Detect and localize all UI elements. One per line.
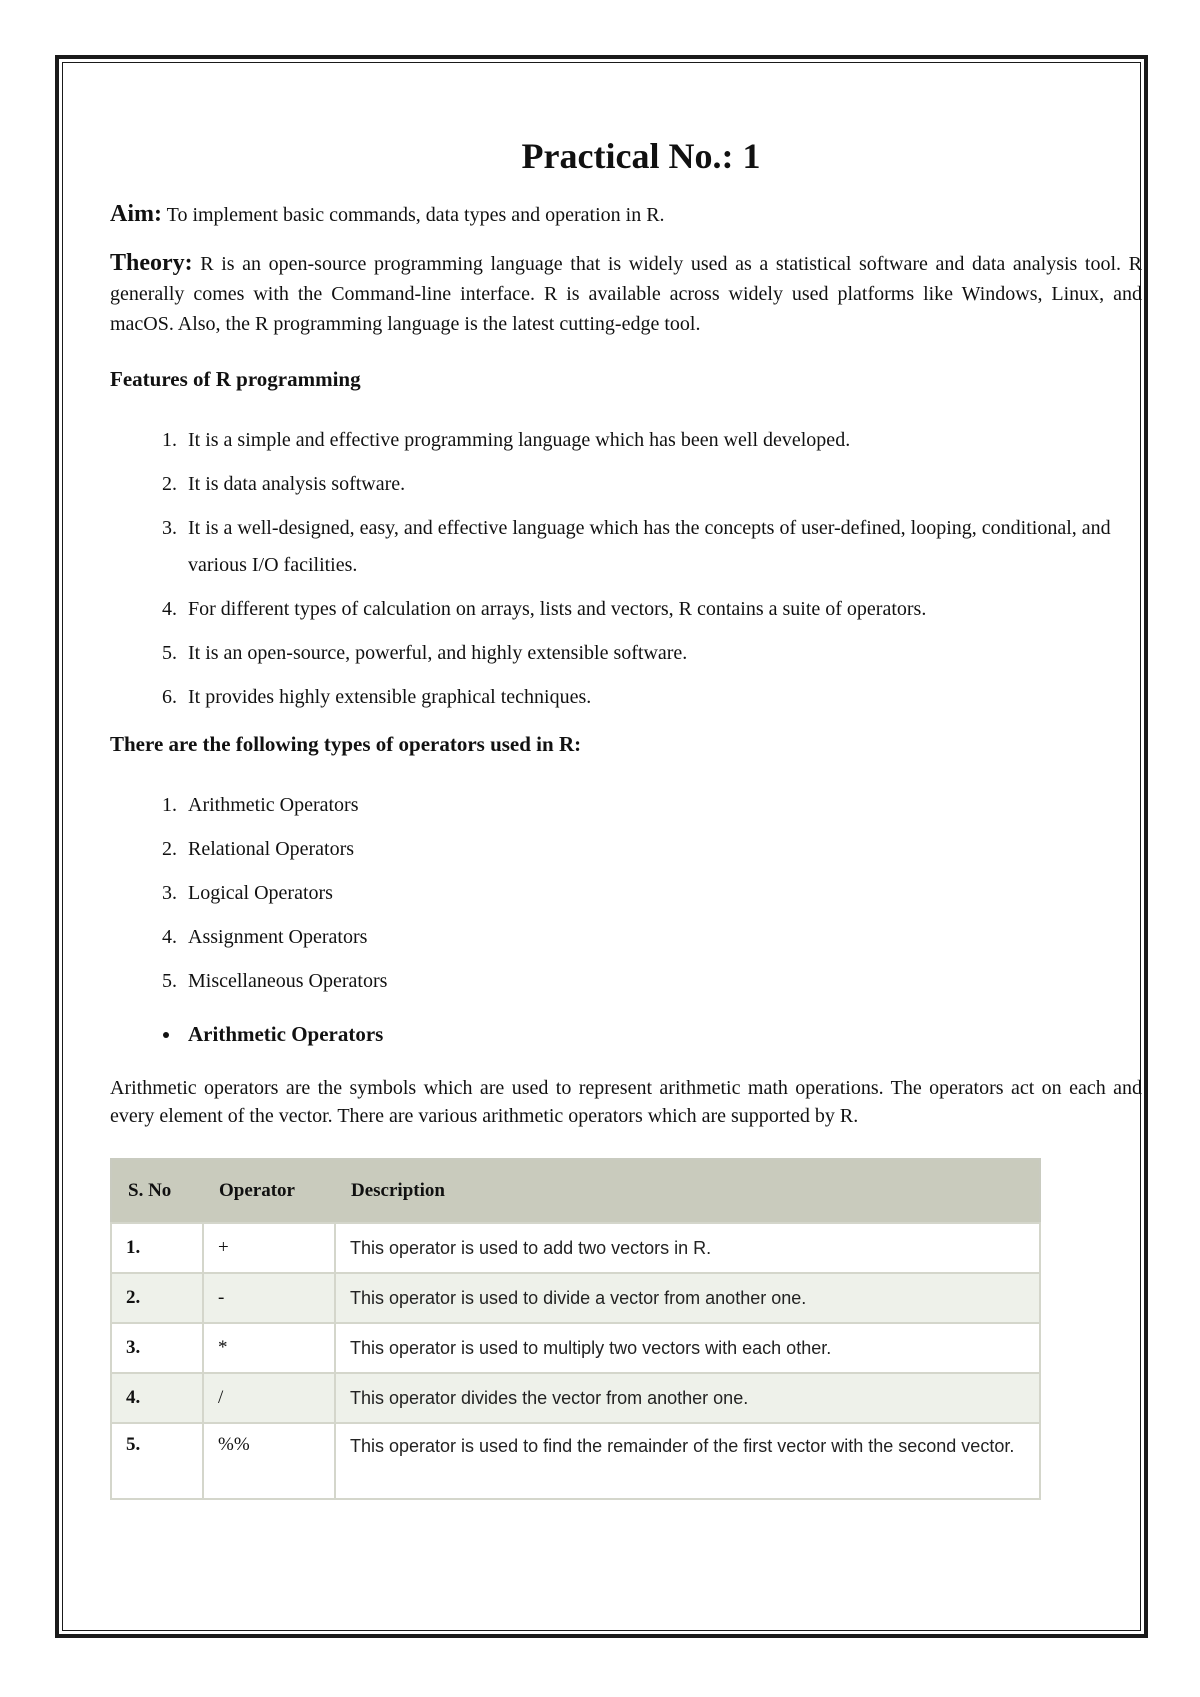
cell-operator: / xyxy=(203,1373,335,1423)
features-list xyxy=(110,422,1142,716)
page-title: Practical No.: 1 xyxy=(521,136,761,176)
theory-paragraph xyxy=(110,248,1142,339)
list-item: 6. It provides highly extensible graphical techniques. xyxy=(182,679,1142,716)
cell-sno: 5. xyxy=(111,1423,203,1499)
table-header-row xyxy=(111,1159,1040,1223)
list-item: 4. For different types of calculation on arrays, lists and vectors, R contains a suite of operators. xyxy=(182,591,1142,628)
operators-list xyxy=(110,787,1142,1000)
list-item: 2. Relational Operators xyxy=(182,831,1142,868)
header-sno: S. No xyxy=(111,1159,203,1223)
cell-description: This operator is used to find the remainder of the first vector with the second vector. xyxy=(335,1423,1040,1499)
list-item: 4. Assignment Operators xyxy=(182,919,1142,956)
list-item: 5. Miscellaneous Operators xyxy=(182,963,1142,1000)
aim-text: To implement basic commands, data types and operation in R. xyxy=(166,204,665,226)
cell-sno: 3. xyxy=(111,1323,203,1373)
aim-label: Aim: xyxy=(110,201,162,227)
cell-sno: 1. xyxy=(111,1223,203,1273)
arithmetic-heading: • Arithmetic Operators xyxy=(182,1014,1142,1054)
table-row xyxy=(111,1423,1040,1499)
cell-operator: * xyxy=(203,1323,335,1373)
cell-operator: %% xyxy=(203,1423,335,1499)
list-item: 1. It is a simple and effective programming language which has been well developed. xyxy=(182,422,1142,459)
operators-heading: There are the following types of operators used in R: xyxy=(110,732,582,756)
aim-paragraph xyxy=(110,199,1142,230)
table-row xyxy=(111,1323,1040,1373)
arithmetic-bullet xyxy=(110,1014,1142,1054)
cell-description: This operator divides the vector from another one. xyxy=(335,1373,1040,1423)
theory-text: R is an open-source programming language that is widely used as a statistical software and data analysis tool. R generally comes with the Command-line interface. R is available across widely used platforms like Windows, Linux, and macOS. Also, the R programming language is the latest cutting-edge tool. xyxy=(110,253,1142,335)
theory-label: Theory: xyxy=(110,250,193,276)
cell-description: This operator is used to multiply two vectors with each other. xyxy=(335,1323,1040,1373)
header-operator: Operator xyxy=(203,1159,335,1223)
table-row xyxy=(111,1373,1040,1423)
arithmetic-operators-table xyxy=(110,1158,1041,1500)
header-description: Description xyxy=(335,1159,1040,1223)
cell-operator: - xyxy=(203,1273,335,1323)
arithmetic-paragraph: Arithmetic operators are the symbols which are used to represent arithmetic math operations. The operators act on each and every element of the vector. There are various arithmetic operators which are supported by R. xyxy=(110,1077,1142,1127)
document-content xyxy=(110,135,1142,1500)
cell-description: This operator is used to add two vectors in R. xyxy=(335,1223,1040,1273)
features-heading: Features of R programming xyxy=(110,367,361,391)
list-item: 3. Logical Operators xyxy=(182,875,1142,912)
cell-sno: 4. xyxy=(111,1373,203,1423)
list-item: 3. It is a well-designed, easy, and effective language which has the concepts of user-defined, looping, conditional, and various I/O facilities. xyxy=(182,510,1142,584)
list-item: 2. It is data analysis software. xyxy=(182,466,1142,503)
list-item: 5. It is an open-source, powerful, and highly extensible software. xyxy=(182,635,1142,672)
cell-description: This operator is used to divide a vector from another one. xyxy=(335,1273,1040,1323)
table-row xyxy=(111,1223,1040,1273)
table-row xyxy=(111,1273,1040,1323)
list-item: 1. Arithmetic Operators xyxy=(182,787,1142,824)
cell-sno: 2. xyxy=(111,1273,203,1323)
cell-operator: + xyxy=(203,1223,335,1273)
